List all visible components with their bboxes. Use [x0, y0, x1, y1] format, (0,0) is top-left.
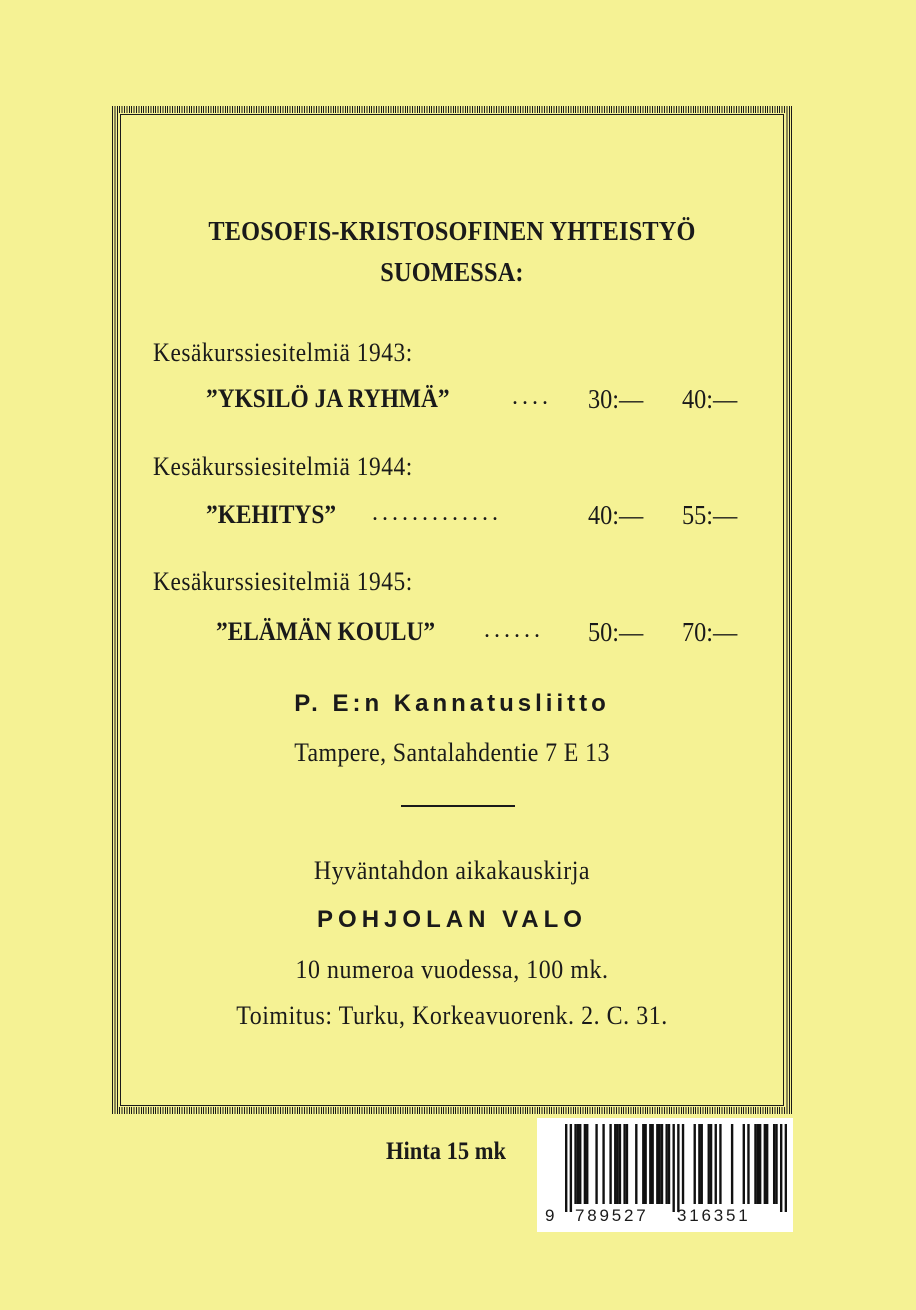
course-label-1945: Kesäkurssiesitelmiä 1945:: [153, 567, 413, 596]
barcode-bar: [747, 1124, 749, 1204]
barcode-bar: [586, 1124, 588, 1204]
barcode-bar: [698, 1124, 700, 1204]
barcode-bar: [672, 1124, 674, 1212]
leader-dots: ......: [484, 617, 544, 643]
barcode-bar: [651, 1124, 653, 1204]
heading-line-1: TEOSOFIS-KRISTOSOFINEN YHTEISTYÖ: [208, 216, 696, 246]
publisher-address: Tampere, Santalahdentie 7 E 13: [294, 738, 610, 767]
price-label: Hinta 15 mk: [386, 1138, 507, 1165]
barcode-bar: [764, 1124, 766, 1204]
barcode-bar: [715, 1124, 717, 1204]
heading-line-2: SUOMESSA:: [380, 257, 524, 287]
barcode-bars: [565, 1124, 787, 1212]
barcode-bar: [577, 1124, 579, 1204]
barcode-bar: [785, 1124, 787, 1212]
barcode-bar: [619, 1124, 621, 1204]
barcode-bar: [579, 1124, 581, 1204]
barcode-bar: [642, 1124, 644, 1204]
barcode-bar: [775, 1124, 777, 1204]
barcode-bar: [626, 1124, 628, 1204]
magazine-subtitle: Hyväntahdon aikakauskirja: [313, 856, 591, 885]
barcode-bar: [656, 1124, 658, 1204]
barcode-bar: [623, 1124, 625, 1204]
leader-dots: .............: [372, 500, 502, 526]
barcode-bar: [614, 1124, 616, 1204]
barcode-bar: [759, 1124, 761, 1204]
barcode-bar: [609, 1124, 611, 1204]
price-alt: 40:—: [682, 384, 738, 414]
barcode-bar: [616, 1124, 618, 1204]
magazine-frequency: 10 numeroa vuodessa, 100 mk.: [295, 955, 609, 984]
book-title: ”ELÄMÄN KOULU”: [216, 617, 436, 646]
barcode-bar: [780, 1124, 782, 1212]
barcode-bar: [719, 1124, 721, 1204]
barcode-bar: [710, 1124, 712, 1204]
magazine-title: POHJOLAN VALO: [317, 906, 587, 933]
barcode-bar: [574, 1124, 576, 1204]
barcode-bar: [570, 1124, 572, 1212]
barcode-bar: [602, 1124, 604, 1204]
barcode-bar: [766, 1124, 768, 1204]
book-row-yksilo: [120, 384, 784, 416]
barcode-bar: [584, 1124, 586, 1204]
barcode-lead-digit: 9: [545, 1206, 558, 1225]
leader-dots: ....: [512, 384, 552, 410]
barcode-bar: [731, 1124, 733, 1204]
price-bound: 30:—: [588, 384, 644, 414]
publisher-name: P. E:n Kannatusliitto: [294, 690, 610, 717]
magazine-editorial-address: Toimitus: Turku, Korkeavuorenk. 2. C. 31.: [236, 1001, 668, 1030]
book-title: ”YKSILÖ JA RYHMÄ”: [206, 384, 450, 413]
barcode-bar: [701, 1124, 703, 1204]
barcode-bar: [595, 1124, 597, 1204]
price-alt: 70:—: [682, 617, 738, 647]
book-row-elaman-koulu: [120, 617, 784, 649]
barcode-bar: [694, 1124, 696, 1204]
barcode-bar: [635, 1124, 637, 1204]
barcode-bar: [668, 1124, 670, 1204]
barcode-bar: [773, 1124, 775, 1204]
barcode-digits: [543, 1206, 789, 1228]
barcode-bar: [757, 1124, 759, 1204]
barcode-bar: [661, 1124, 663, 1204]
barcode-right-digits: 316351: [677, 1206, 751, 1225]
price-bound: 40:—: [588, 500, 644, 530]
course-label-1944: Kesäkurssiesitelmiä 1944:: [153, 452, 413, 481]
isbn-barcode: [537, 1118, 793, 1232]
price-alt: 55:—: [682, 500, 738, 530]
barcode-bar: [754, 1124, 756, 1204]
barcode-left-digits: 789527: [575, 1206, 649, 1225]
book-row-kehitys: [120, 500, 784, 532]
divider-rule: [401, 805, 515, 807]
book-title: ”KEHITYS”: [206, 500, 337, 529]
barcode-bar: [665, 1124, 667, 1204]
barcode-bar: [682, 1124, 684, 1204]
barcode-bar: [644, 1124, 646, 1204]
barcode-bar: [658, 1124, 660, 1204]
barcode-bar: [565, 1124, 567, 1212]
barcode-bar: [708, 1124, 710, 1204]
course-label-1943: Kesäkurssiesitelmiä 1943:: [153, 338, 413, 367]
barcode-bar: [677, 1124, 679, 1212]
barcode-bar: [649, 1124, 651, 1204]
price-bound: 50:—: [588, 617, 644, 647]
barcode-bar: [743, 1124, 745, 1204]
